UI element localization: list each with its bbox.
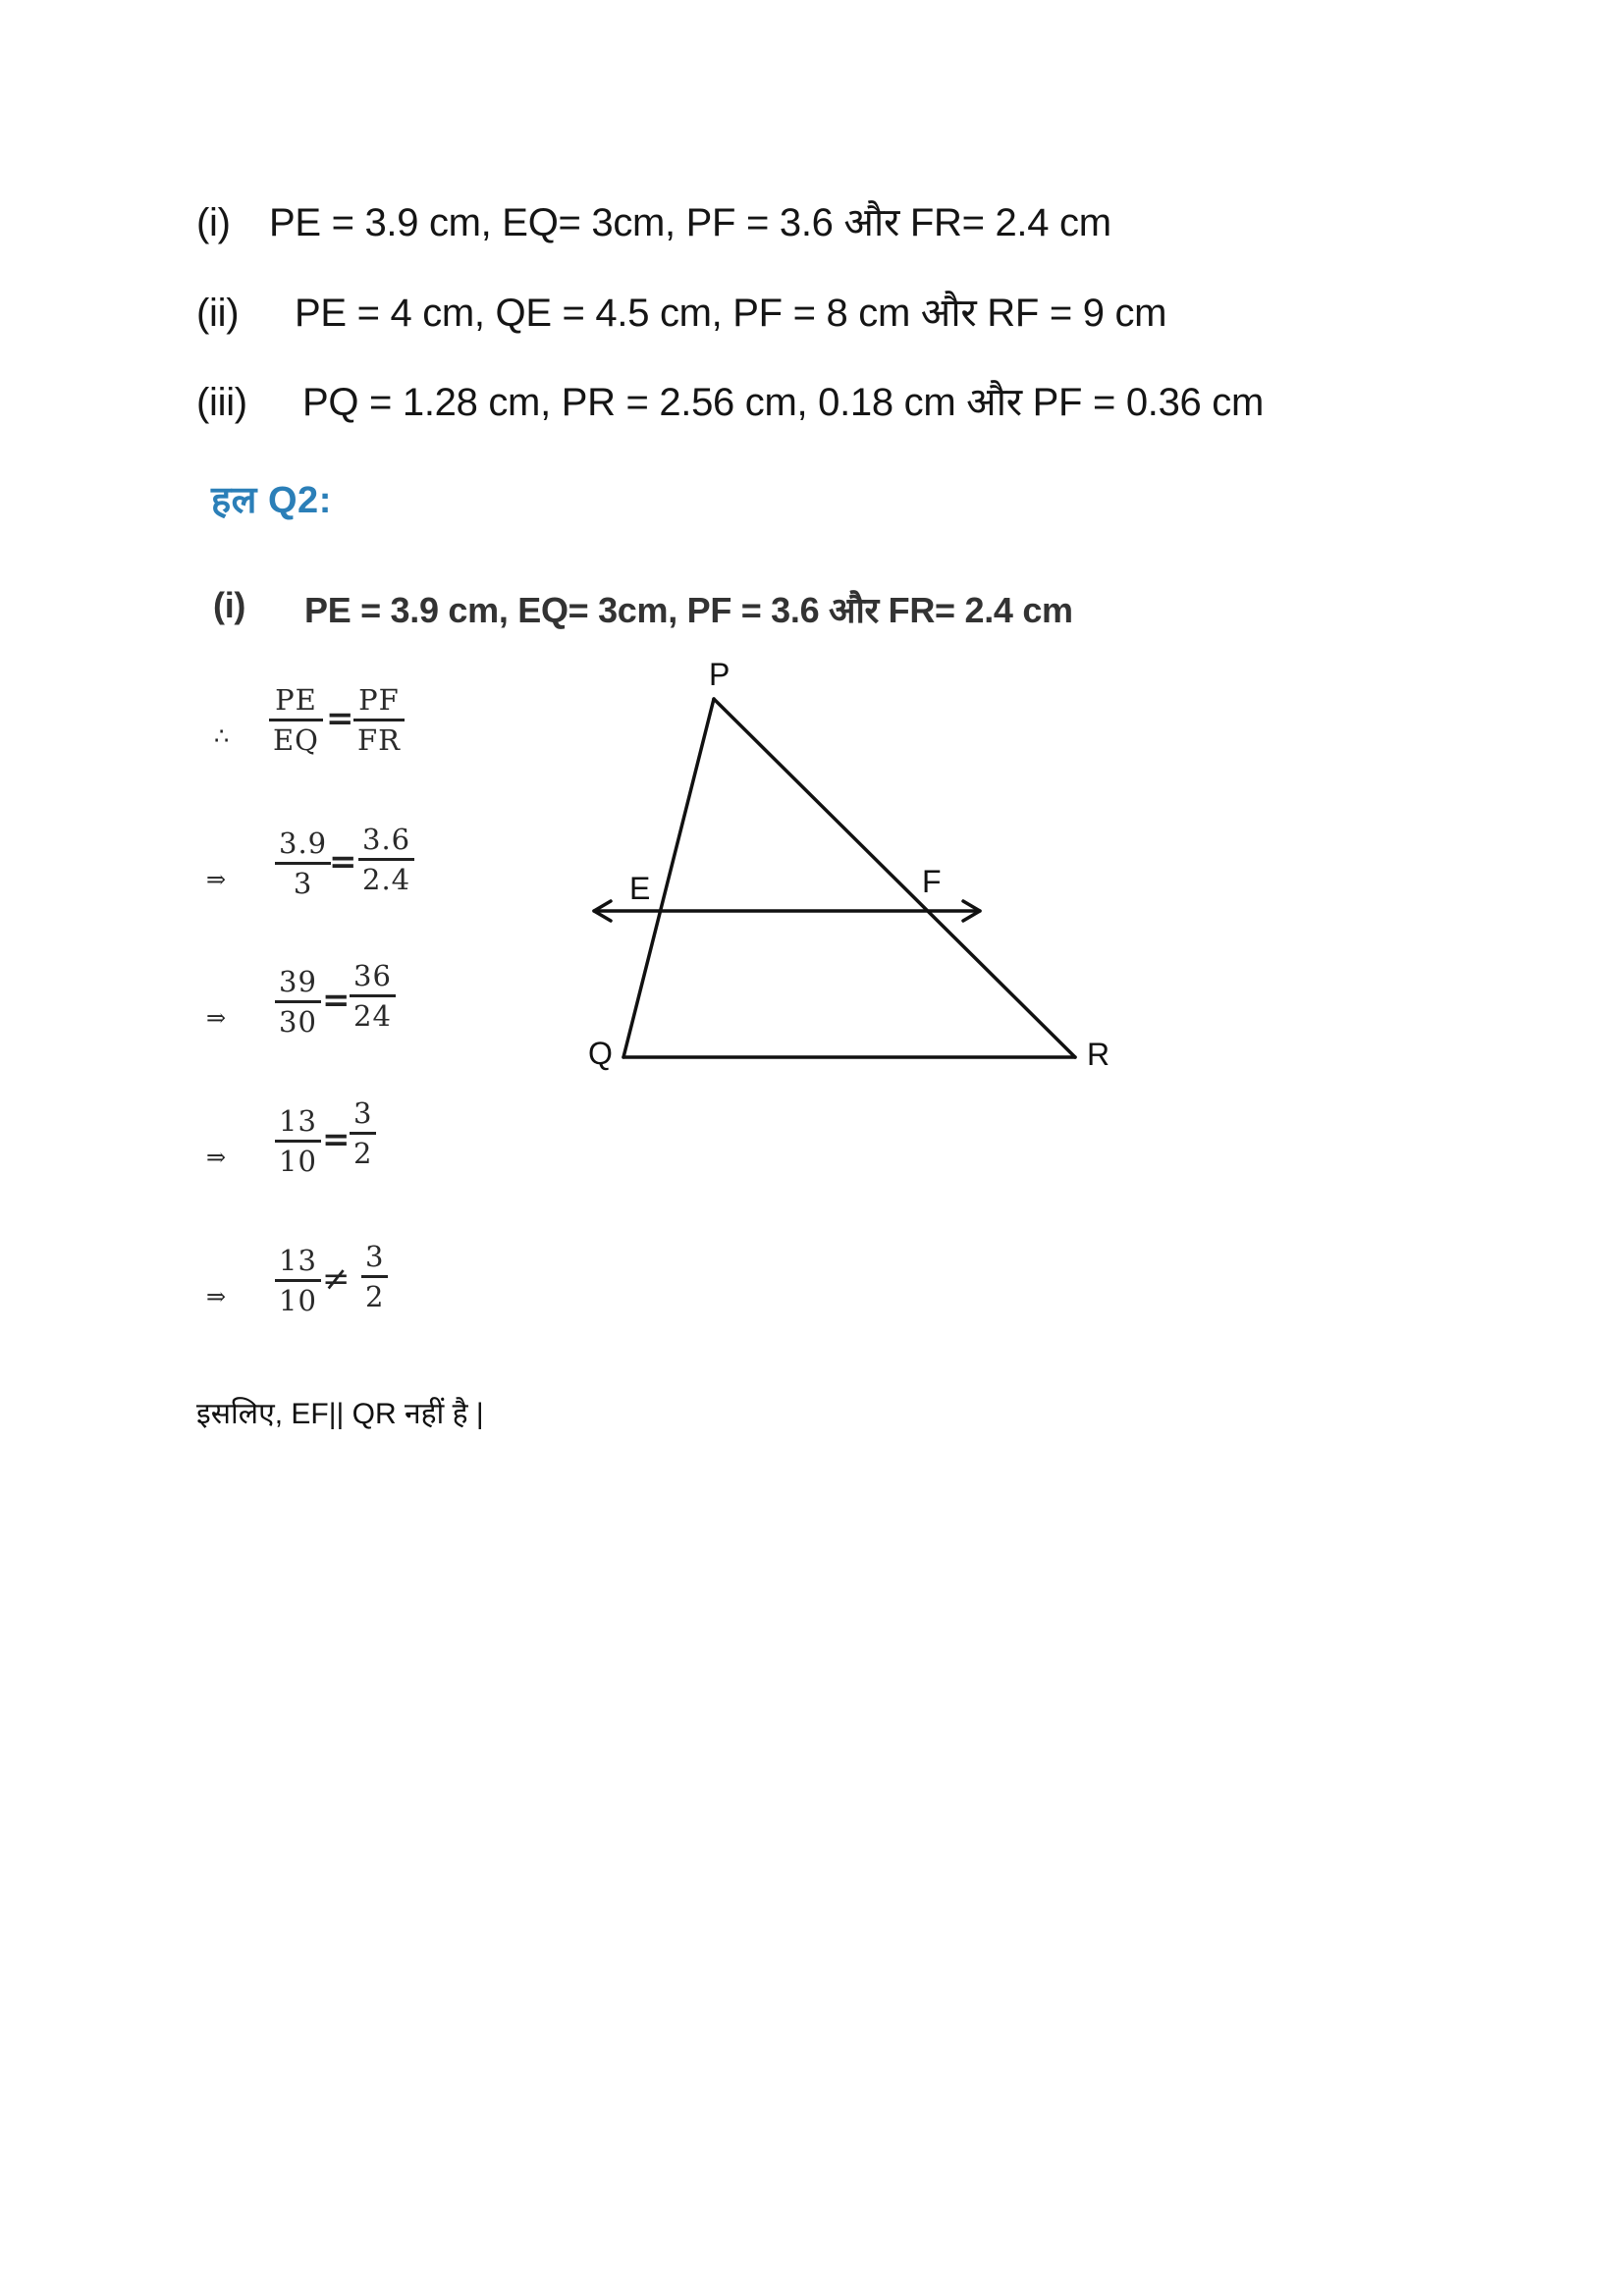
question-number: (i) (196, 201, 231, 244)
relation-sign: ≠ (322, 1259, 351, 1299)
solution-heading: हल Q2: (211, 480, 332, 521)
label-f: F (922, 864, 942, 899)
implies-arrow-icon: ⇒ (206, 1004, 227, 1032)
question-text: PE = 4 cm, QE = 4.5 cm, PF = 8 cm और RF = 9 cm (295, 292, 1167, 335)
relation-sign: = (322, 1120, 351, 1159)
fraction-left: $\frac{13}{10}$ (275, 1102, 321, 1180)
therefore-symbol: ∴ (214, 722, 230, 750)
label-e: E (629, 871, 651, 906)
fraction-left: $\frac{39}{30}$ (275, 963, 321, 1041)
fraction-right: $\frac{36}{24}$ (350, 957, 396, 1035)
question-number: (iii) (196, 381, 247, 424)
fraction-right: $\frac{PF}{FR}$ (353, 681, 405, 759)
relation-sign: = (322, 981, 351, 1020)
part-text: PE = 3.9 cm, EQ= 3cm, PF = 3.6 और FR= 2.4 cm (304, 590, 1073, 630)
fraction-right: $\frac{3.6}{2.4}$ (358, 821, 414, 898)
relation-sign: = (326, 699, 354, 738)
label-q: Q (588, 1036, 613, 1071)
fraction-right: $\frac{3}{2}$ (350, 1095, 376, 1172)
implies-arrow-icon: ⇒ (206, 1283, 227, 1310)
question-text: PE = 3.9 cm, EQ= 3cm, PF = 3.6 और FR= 2.4 cm (269, 201, 1111, 244)
fraction-left: $\frac{13}{10}$ (275, 1242, 321, 1319)
part-number: (i) (213, 585, 246, 625)
question-text: PQ = 1.28 cm, PR = 2.56 cm, 0.18 cm और PF = 0.36 cm (302, 381, 1265, 424)
fraction-left: $\frac{PE}{EQ}$ (269, 681, 323, 759)
fraction-right: $\frac{3}{2}$ (361, 1238, 388, 1315)
label-p: P (709, 657, 730, 692)
question-number: (ii) (196, 292, 240, 335)
implies-arrow-icon: ⇒ (206, 1144, 227, 1171)
label-r: R (1087, 1037, 1110, 1072)
relation-sign: = (329, 842, 357, 881)
side-pr (714, 699, 1075, 1057)
fraction-left: $\frac{3.9}{3}$ (275, 825, 331, 902)
implies-arrow-icon: ⇒ (206, 866, 227, 893)
conclusion-text: इसलिए, EF|| QR नहीं है | (196, 1398, 484, 1430)
